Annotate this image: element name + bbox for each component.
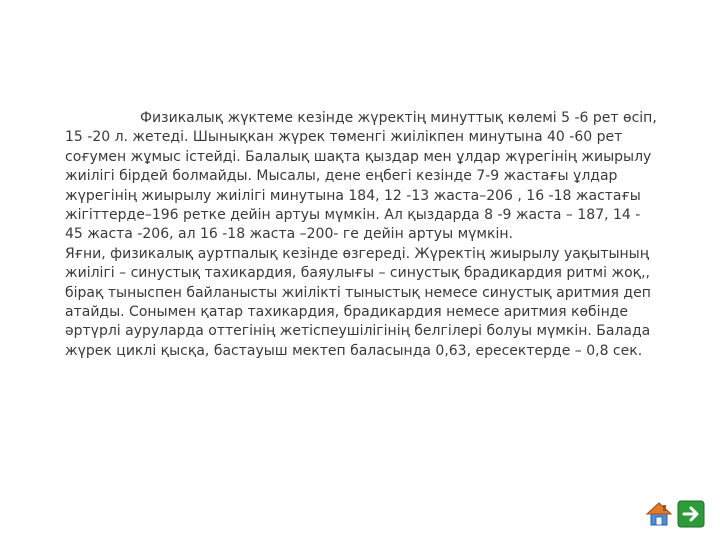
home-button[interactable]: [645, 500, 673, 528]
text-line: жүрек циклі қысқа, бастауыш мектеп баласында 0,63, ересектерде – 0,8 сек.: [65, 342, 643, 359]
text-line: атайды. Сонымен қатар тахикардия, брадикардия немесе аритмия көбінде: [65, 304, 629, 321]
text-line: соғумен жұмыс істейді. Балалық шақта қыздар мен ұлдар жүрегінің жиырылу: [65, 148, 652, 165]
home-icon: [645, 500, 673, 528]
next-slide-button[interactable]: [677, 500, 705, 528]
slide-body-text: [65, 109, 675, 361]
text-line: жиілігі бірдей болмайды. Мысалы, дене еңбегі кезінде 7-9 жастағы ұлдар: [65, 168, 618, 185]
text-line: бірақ тыныспен байланысты жиілікті тыныстық немесе синустық аритмия деп: [65, 284, 651, 301]
text-line: жүрегінің жиырылу жиілігі минутына 184, 12 -13 жаста–206 , 16 -18 жастағы: [65, 187, 641, 204]
text-line: Яғни, физикалық ауртпалық кезінде өзгереді. Жүректің жиырылу уақытының: [65, 245, 649, 262]
text-line: жиілігі – синустық тахикардия, баяулығы – синустық брадикардия ритмі жоқ,,: [65, 265, 650, 282]
text-line: әртүрлі ауруларда оттегінің жетіспеушілігінің белгілері болуы мүмкін. Балада: [65, 323, 651, 340]
next-arrow-icon: [677, 500, 705, 528]
slide-navigation: [645, 500, 705, 528]
text-line: Физикалық жүктеме кезінде жүректің минуттық көлемі 5 -6 рет өсіп,: [140, 110, 657, 126]
text-line: жігіттерде–196 ретке дейін артуы мүмкін. Ал қыздарда 8 -9 жаста – 187, 14 -: [65, 207, 641, 224]
text-line: 15 -20 л. жетеді. Шынықкан жүрек төменгі жиілікпен минутына 40 -60 рет: [65, 129, 623, 146]
text-line: 45 жаста -206, ал 16 -18 жаста –200- ге дейін артуы мүмкін.: [65, 226, 513, 243]
